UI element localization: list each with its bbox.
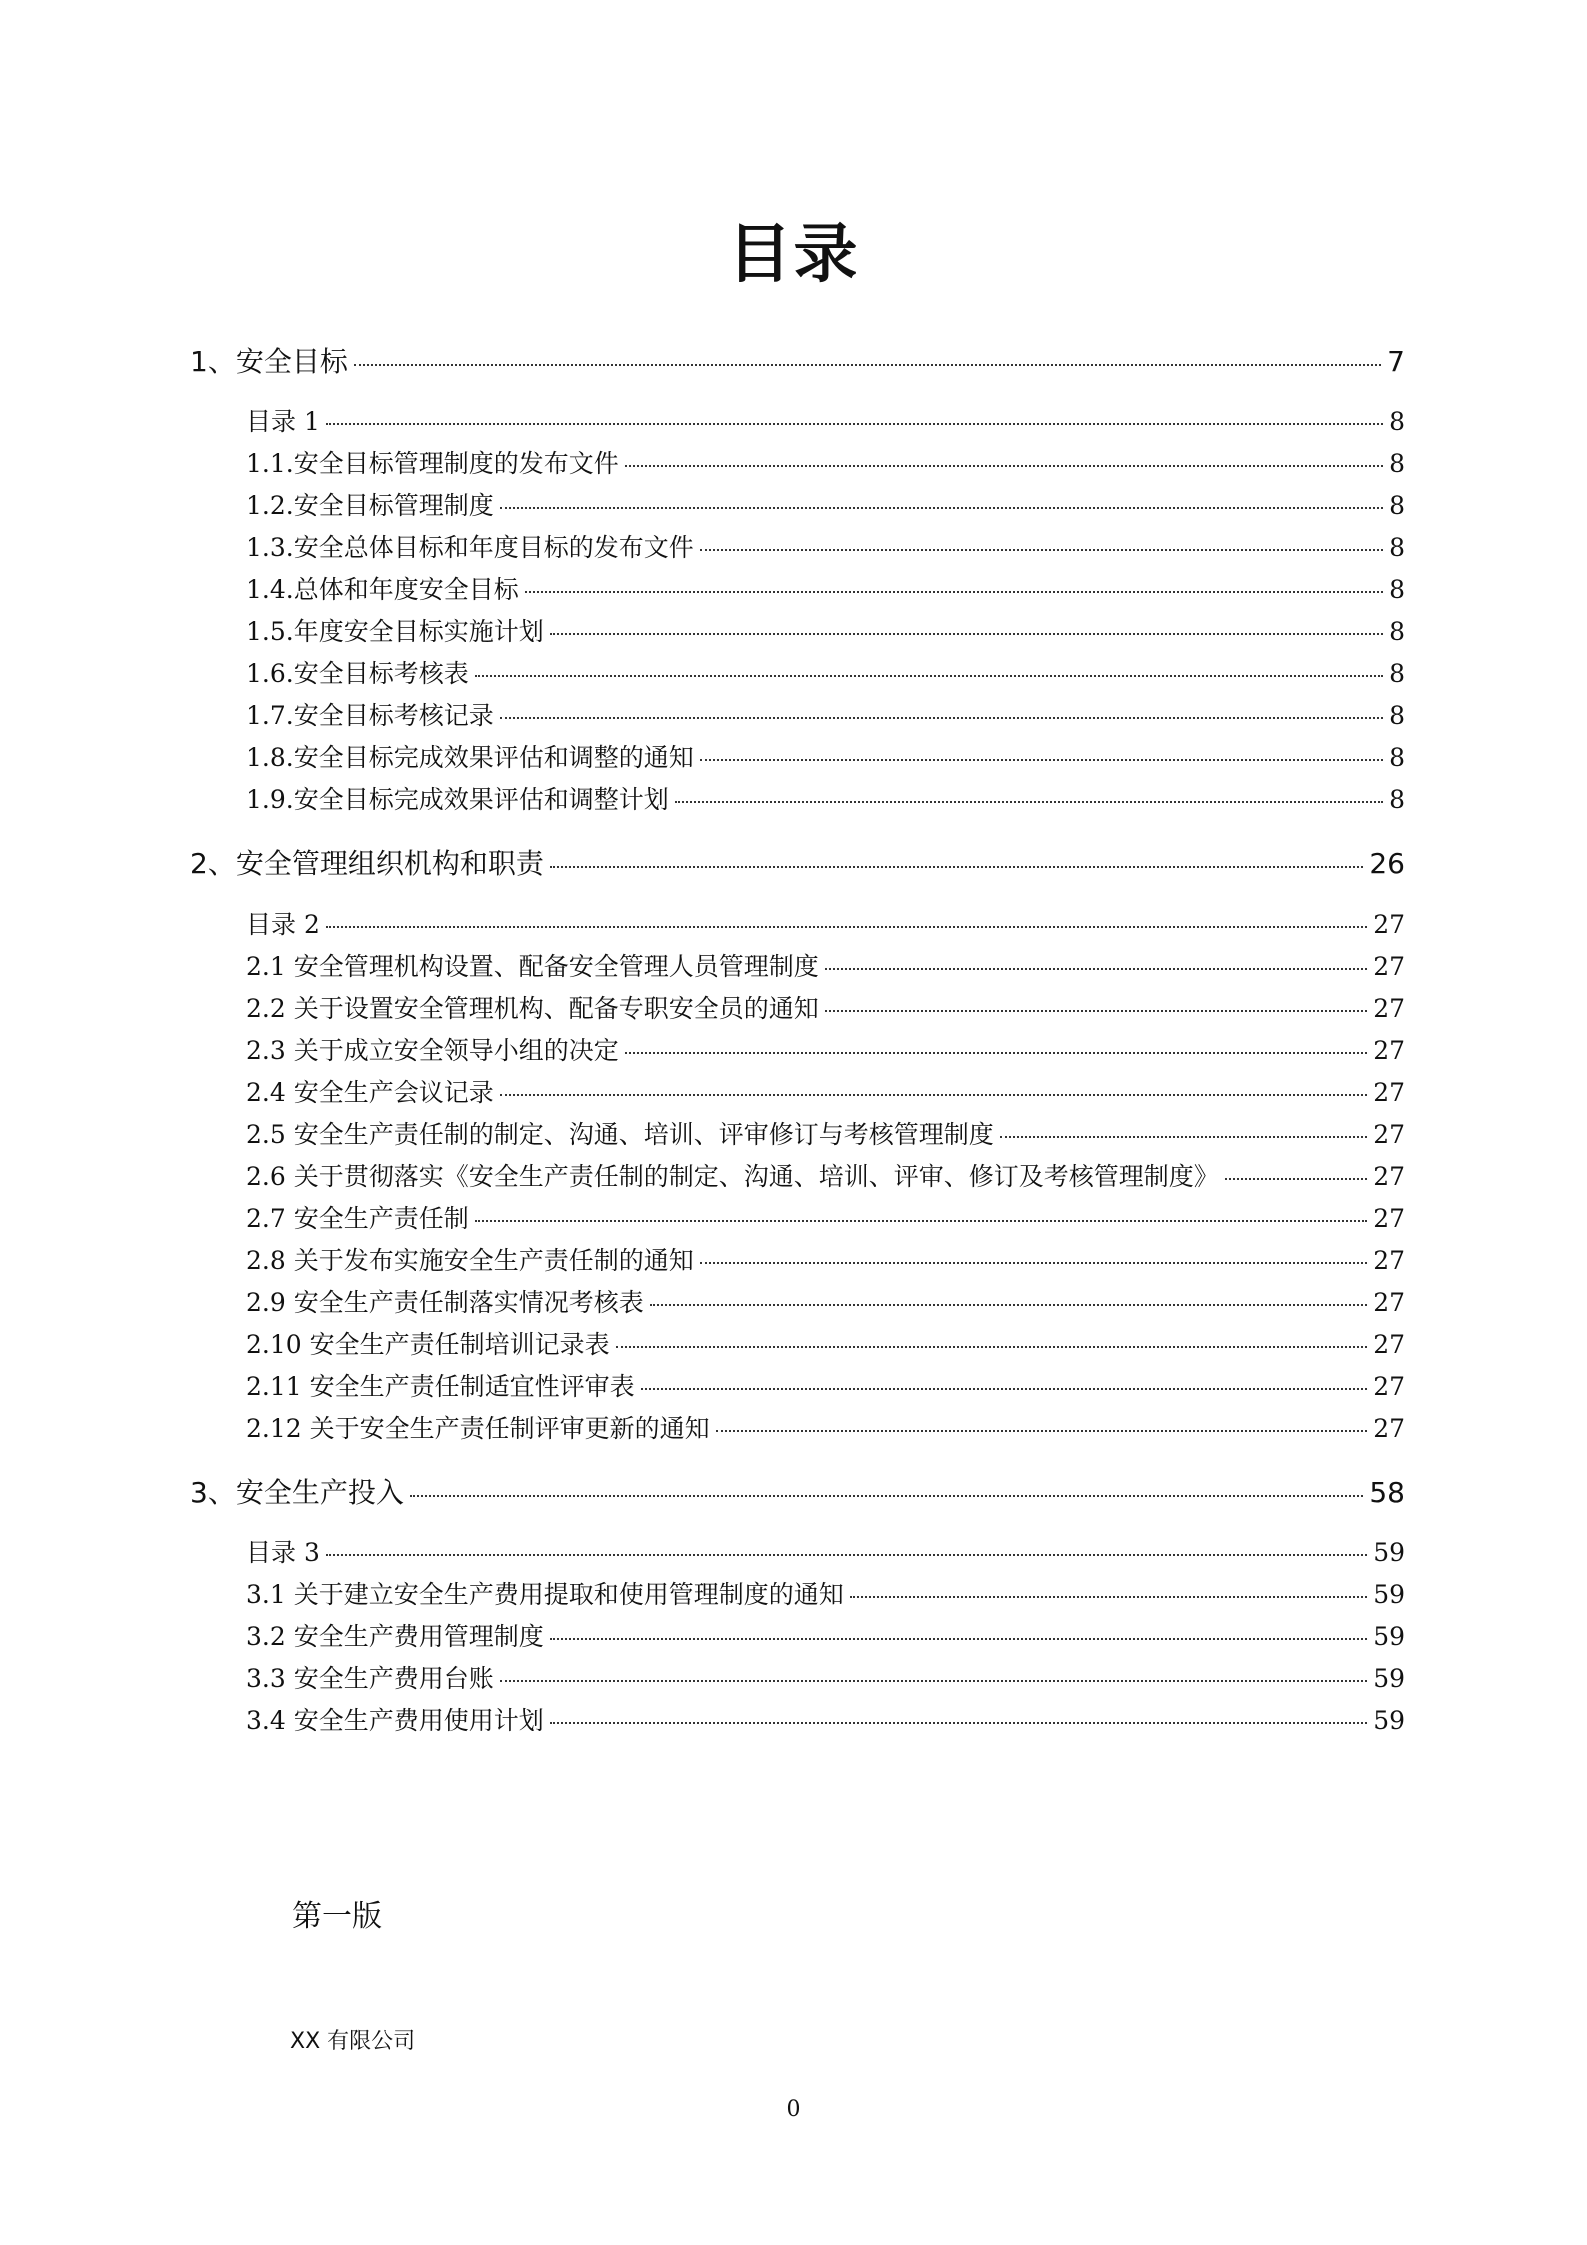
toc-entry-page: 27 <box>1373 1078 1405 1107</box>
toc-dot-leader <box>550 633 1383 635</box>
toc-dot-leader <box>716 1430 1368 1432</box>
toc-entry-label: 目录 1 <box>246 407 320 436</box>
toc-dot-leader <box>616 1346 1368 1348</box>
toc-entry-page: 8 <box>1389 407 1405 436</box>
toc-dot-leader <box>500 717 1383 719</box>
toc-entry-page: 27 <box>1373 994 1405 1023</box>
toc-dot-leader <box>825 968 1367 970</box>
toc-dot-leader <box>500 1680 1367 1682</box>
toc-dot-leader <box>550 1638 1367 1640</box>
toc-entry-page: 59 <box>1373 1580 1405 1609</box>
toc-entry-label: 1.4.总体和年度安全目标 <box>246 575 519 604</box>
toc-dot-leader <box>354 364 1381 366</box>
toc-entry[interactable] <box>246 952 1405 982</box>
toc-entry-page: 59 <box>1373 1664 1405 1693</box>
toc-entry[interactable] <box>246 1372 1405 1402</box>
toc-entry-label: 1.5.年度安全目标实施计划 <box>246 617 544 646</box>
toc-entry-page: 27 <box>1373 1162 1405 1191</box>
toc-entry[interactable] <box>246 1036 1405 1066</box>
toc-dot-leader <box>326 926 1367 928</box>
toc-entry-label: 2.4 安全生产会议记录 <box>246 1078 494 1107</box>
toc-entry[interactable] <box>246 1414 1405 1444</box>
toc-entry-page: 27 <box>1373 1204 1405 1233</box>
toc-entry[interactable] <box>246 1162 1405 1192</box>
toc-entry-page: 7 <box>1387 345 1405 378</box>
toc-entry[interactable] <box>246 407 1405 437</box>
toc-chapter-entry[interactable] <box>190 847 1405 881</box>
toc-entry[interactable] <box>246 1288 1405 1318</box>
toc-dot-leader <box>550 866 1364 868</box>
toc-entry-label: 2.11 安全生产责任制适宜性评审表 <box>246 1372 635 1401</box>
toc-entry[interactable] <box>246 1078 1405 1108</box>
toc-entry-page: 27 <box>1373 1330 1405 1359</box>
toc-entry[interactable] <box>246 994 1405 1024</box>
company-name: XX 有限公司 <box>290 2029 416 2054</box>
toc-entry-label: 2.5 安全生产责任制的制定、沟通、培训、评审修订与考核管理制度 <box>246 1120 994 1149</box>
page-title: 目录 <box>727 218 860 292</box>
toc-dot-leader <box>675 801 1383 803</box>
toc-dot-leader <box>525 591 1383 593</box>
toc-entry-label: 1.9.安全目标完成效果评估和调整计划 <box>246 785 669 814</box>
toc-entry-page: 27 <box>1373 1414 1405 1443</box>
toc-entry-label: 目录 3 <box>246 1538 320 1567</box>
toc-entry-page: 8 <box>1389 617 1405 646</box>
toc-entry[interactable] <box>246 743 1405 773</box>
toc-entry-label: 3.2 安全生产费用管理制度 <box>246 1622 544 1651</box>
toc-dot-leader <box>700 1262 1367 1264</box>
toc-entry-page: 8 <box>1389 659 1405 688</box>
toc-entry[interactable] <box>246 617 1405 647</box>
toc-entry-label: 2.9 安全生产责任制落实情况考核表 <box>246 1288 644 1317</box>
toc-entry[interactable] <box>246 533 1405 563</box>
toc-entry[interactable] <box>246 785 1405 815</box>
toc-entry-label: 1.7.安全目标考核记录 <box>246 701 494 730</box>
toc-dot-leader <box>1000 1136 1367 1138</box>
toc-entry-label: 2.7 安全生产责任制 <box>246 1204 469 1233</box>
toc-dot-leader <box>500 1094 1367 1096</box>
toc-entry-label: 1、安全目标 <box>190 345 348 378</box>
toc-entry-label: 目录 2 <box>246 910 320 939</box>
toc-entry-label: 1.8.安全目标完成效果评估和调整的通知 <box>246 743 694 772</box>
toc-entry[interactable] <box>246 1330 1405 1360</box>
toc-entry-page: 8 <box>1389 533 1405 562</box>
toc-entry-label: 2.3 关于成立安全领导小组的决定 <box>246 1036 619 1065</box>
toc-entry-page: 27 <box>1373 1036 1405 1065</box>
toc-entry[interactable] <box>246 1246 1405 1276</box>
toc-entry-label: 1.6.安全目标考核表 <box>246 659 469 688</box>
toc-dot-leader <box>326 423 1383 425</box>
toc-entry[interactable] <box>246 701 1405 731</box>
toc-entry-page: 8 <box>1389 701 1405 730</box>
toc-entry-page: 8 <box>1389 575 1405 604</box>
toc-entry-page: 26 <box>1369 847 1405 880</box>
toc-dot-leader <box>500 507 1383 509</box>
toc-entry-page: 8 <box>1389 743 1405 772</box>
toc-entry-label: 1.1.安全目标管理制度的发布文件 <box>246 449 619 478</box>
toc-entry-page: 59 <box>1373 1706 1405 1735</box>
toc-entry-page: 59 <box>1373 1538 1405 1567</box>
toc-dot-leader <box>475 675 1383 677</box>
toc-entry-label: 2.6 关于贯彻落实《安全生产责任制的制定、沟通、培训、评审、修订及考核管理制度》 <box>246 1162 1219 1191</box>
edition-label: 第一版 <box>292 1899 382 1934</box>
toc-entry-page: 27 <box>1373 910 1405 939</box>
toc-entry[interactable] <box>246 449 1405 479</box>
toc-dot-leader <box>475 1220 1367 1222</box>
toc-entry-label: 3.3 安全生产费用台账 <box>246 1664 494 1693</box>
toc-dot-leader <box>825 1010 1367 1012</box>
toc-entry-page: 59 <box>1373 1622 1405 1651</box>
toc-entry-label: 1.2.安全目标管理制度 <box>246 491 494 520</box>
toc-entry-page: 27 <box>1373 1120 1405 1149</box>
toc-entry-label: 3.1 关于建立安全生产费用提取和使用管理制度的通知 <box>246 1580 844 1609</box>
toc-entry-page: 27 <box>1373 1372 1405 1401</box>
toc-dot-leader <box>700 759 1383 761</box>
toc-entry-page: 8 <box>1389 491 1405 520</box>
toc-entry-label: 1.3.安全总体目标和年度目标的发布文件 <box>246 533 694 562</box>
toc-dot-leader <box>410 1495 1364 1497</box>
toc-entry[interactable] <box>246 659 1405 689</box>
toc-chapter-entry[interactable] <box>190 345 1405 379</box>
toc-entry-page: 27 <box>1373 1246 1405 1275</box>
toc-dot-leader <box>650 1304 1367 1306</box>
toc-entry-page: 58 <box>1369 1476 1405 1509</box>
toc-entry-label: 2.8 关于发布实施安全生产责任制的通知 <box>246 1246 694 1275</box>
toc-dot-leader <box>1225 1178 1367 1180</box>
toc-chapter-entry[interactable] <box>190 1476 1405 1510</box>
toc-entry[interactable] <box>246 1538 1405 1568</box>
toc-entry[interactable] <box>246 491 1405 521</box>
toc-entry-label: 3、安全生产投入 <box>190 1476 404 1509</box>
toc-dot-leader <box>641 1388 1368 1390</box>
toc-entry[interactable] <box>246 1580 1405 1610</box>
toc-entry[interactable] <box>246 1706 1405 1736</box>
toc-entry-label: 2.1 安全管理机构设置、配备安全管理人员管理制度 <box>246 952 819 981</box>
toc-entry-label: 3.4 安全生产费用使用计划 <box>246 1706 544 1735</box>
toc-entry-label: 2.10 安全生产责任制培训记录表 <box>246 1330 610 1359</box>
toc-entry[interactable] <box>246 910 1405 940</box>
toc-entry[interactable] <box>246 575 1405 605</box>
toc-entry-label: 2.2 关于设置安全管理机构、配备专职安全员的通知 <box>246 994 819 1023</box>
toc-dot-leader <box>550 1722 1367 1724</box>
toc-entry[interactable] <box>246 1622 1405 1652</box>
toc-dot-leader <box>625 465 1383 467</box>
toc-dot-leader <box>625 1052 1367 1054</box>
page-number: 0 <box>786 2097 801 2122</box>
toc-entry[interactable] <box>246 1204 1405 1234</box>
toc-entry-page: 27 <box>1373 952 1405 981</box>
toc-entry-page: 8 <box>1389 449 1405 478</box>
toc-entry-page: 27 <box>1373 1288 1405 1317</box>
toc-entry-label: 2、安全管理组织机构和职责 <box>190 847 544 880</box>
toc-dot-leader <box>326 1554 1367 1556</box>
toc-dot-leader <box>700 549 1383 551</box>
toc-entry[interactable] <box>246 1664 1405 1694</box>
toc-entry-label: 2.12 关于安全生产责任制评审更新的通知 <box>246 1414 710 1443</box>
toc-entry-page: 8 <box>1389 785 1405 814</box>
toc-entry[interactable] <box>246 1120 1405 1150</box>
toc-dot-leader <box>850 1596 1367 1598</box>
